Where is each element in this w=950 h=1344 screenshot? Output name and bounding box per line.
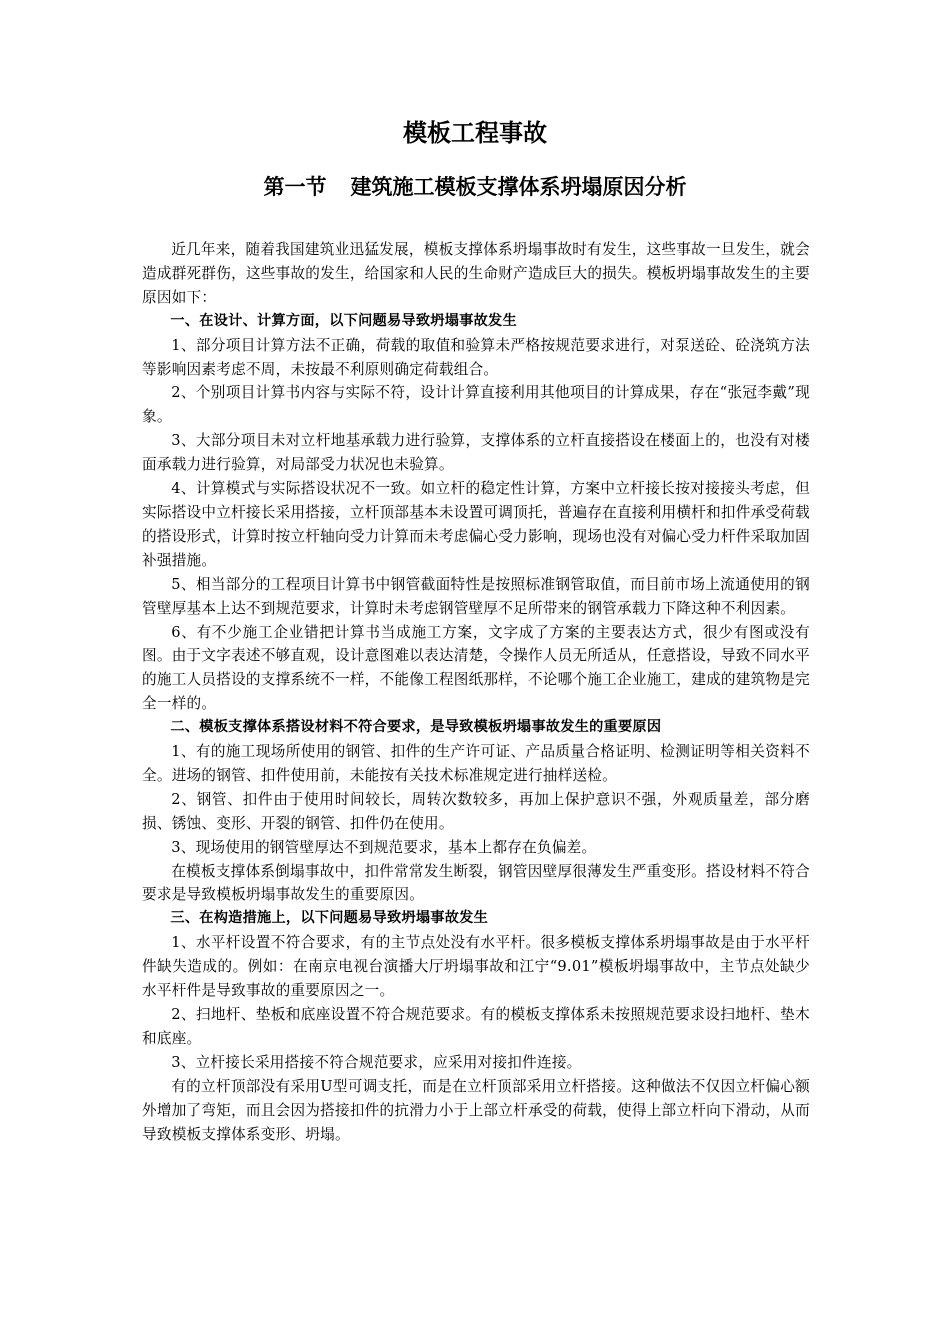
paragraph: 3、立杆接长采用搭接不符合规范要求，应采用对接扣件连接。 xyxy=(171,1053,582,1071)
document-title: 模板工程事故 xyxy=(403,119,547,147)
section-title: 建筑施工模板支撑体系坍塌原因分析 xyxy=(350,174,687,199)
paragraph: 4、计算模式与实际搭设状况不一致。如立杆的稳定性计算，方案中立杆接长按对接接头考虑，但实际搭设中立杆接长采用搭接，立杆顶部基本未设置可调顶托，普遍存在直接利用横杆和扣件承受荷载的搭设形式，计算时按立杆轴向受力计算而未考虑偏心受力影响，现场也没有对偏心受力杆件采取加固补强措施。 xyxy=(142,480,810,569)
subheading: 二、模板支撑体系搭设材料不符合要求，是导致模板坍塌事故发生的重要原因 xyxy=(170,719,662,736)
paragraph: 近几年来，随着我国建筑业迅猛发展，模板支撑体系坍塌事故时有发生，这些事故一旦发生，就会造成群死群伤，这些事故的发生，给国家和人民的生命财产造成巨大的损失。模板坍塌事故发生的主要原因如下： xyxy=(142,241,810,306)
paragraph: 有的立杆顶部没有采用U型可调支托，而是在立杆顶部采用立杆搭接。这种做法不仅因立杆偏心额外增加了弯矩，而且会因为搭接扣件的抗滑力小于上部立杆承受的荷载，使得上部立杆向下滑动，从而导致模板支撑体系变形、坍塌。 xyxy=(142,1077,810,1143)
paragraph: 3、现场使用的钢管壁厚达不到规范要求，基本上都存在负偏差。 xyxy=(171,838,597,856)
paragraph: 6、有不少施工企业错把计算书当成施工方案，文字成了方案的主要表达方式，很少有图或没有图。由于文字表述不够直观，设计意图难以表达清楚，令操作人员无所适从，任意搭设，导致不同水平的施工人员搭设的支撑系统不一样，不能像工程图纸那样，不论哪个施工企业施工，建成的建筑物是完全一样的。 xyxy=(142,623,810,713)
paragraph: 2、扫地杆、垫板和底座设置不符合规范要求。有的模板支撑体系未按照规范要求设扫地杆、垫木和底座。 xyxy=(142,1006,810,1047)
paragraph: 2、个别项目计算书内容与实际不符，设计计算直接利用其他项目的计算成果，存在“张冠李戴”现象。 xyxy=(142,384,810,426)
section-number: 第一节 xyxy=(263,174,327,199)
paragraph: 5、相当部分的工程项目计算书中钢管截面特性是按照标准钢管取值，而目前市场上流通使用的钢管壁厚基本上达不到规范要求，计算时未考虑钢管壁厚不足所带来的钢管承载力下降这种不利因素。 xyxy=(142,575,810,617)
document-body xyxy=(142,238,810,1146)
paragraph: 2、钢管、扣件由于使用时间较长，周转次数较多，再加上保护意识不强，外观质量差，部分磨损、锈蚀、变形、开裂的钢管、扣件仍在使用。 xyxy=(142,790,810,832)
paragraph: 3、大部分项目未对立杆地基承载力进行验算，支撑体系的立杆直接搭设在楼面上的，也没有对楼面承载力进行验算，对局部受力状况也未验算。 xyxy=(142,432,810,474)
paragraph: 1、水平杆设置不符合要求，有的主节点处没有水平杆。很多模板支撑体系坍塌事故是由于水平杆件缺失造成的。例如：在南京电视台演播大厅坍塌事故和江宁“9.01”模板坍塌事故中，主节点处缺少水平杆件是导致事故的重要原因之一。 xyxy=(142,934,810,1000)
paragraph: 在模板支撑体系倒塌事故中，扣件常常发生断裂，钢管因壁厚很薄发生严重变形。搭设材料不符合要求是导致模板坍塌事故发生的重要原因。 xyxy=(142,862,810,904)
paragraph: 1、部分项目计算方法不正确，荷载的取值和验算未严格按规范要求进行，对泵送砼、砼浇筑方法等影响因素考虑不周，未按最不利原则确定荷载组合。 xyxy=(142,336,810,378)
subheading: 一、在设计、计算方面，以下问题易导致坍塌事故发生 xyxy=(170,312,517,329)
subheading: 三、在构造措施上，以下问题易导致坍塌事故发生 xyxy=(170,910,489,927)
section-heading xyxy=(0,172,950,202)
paragraph: 1、有的施工现场所使用的钢管、扣件的生产许可证、产品质量合格证明、检测证明等相关资料不全。进场的钢管、扣件使用前，未能按有关技术标准规定进行抽样送检。 xyxy=(142,743,810,784)
